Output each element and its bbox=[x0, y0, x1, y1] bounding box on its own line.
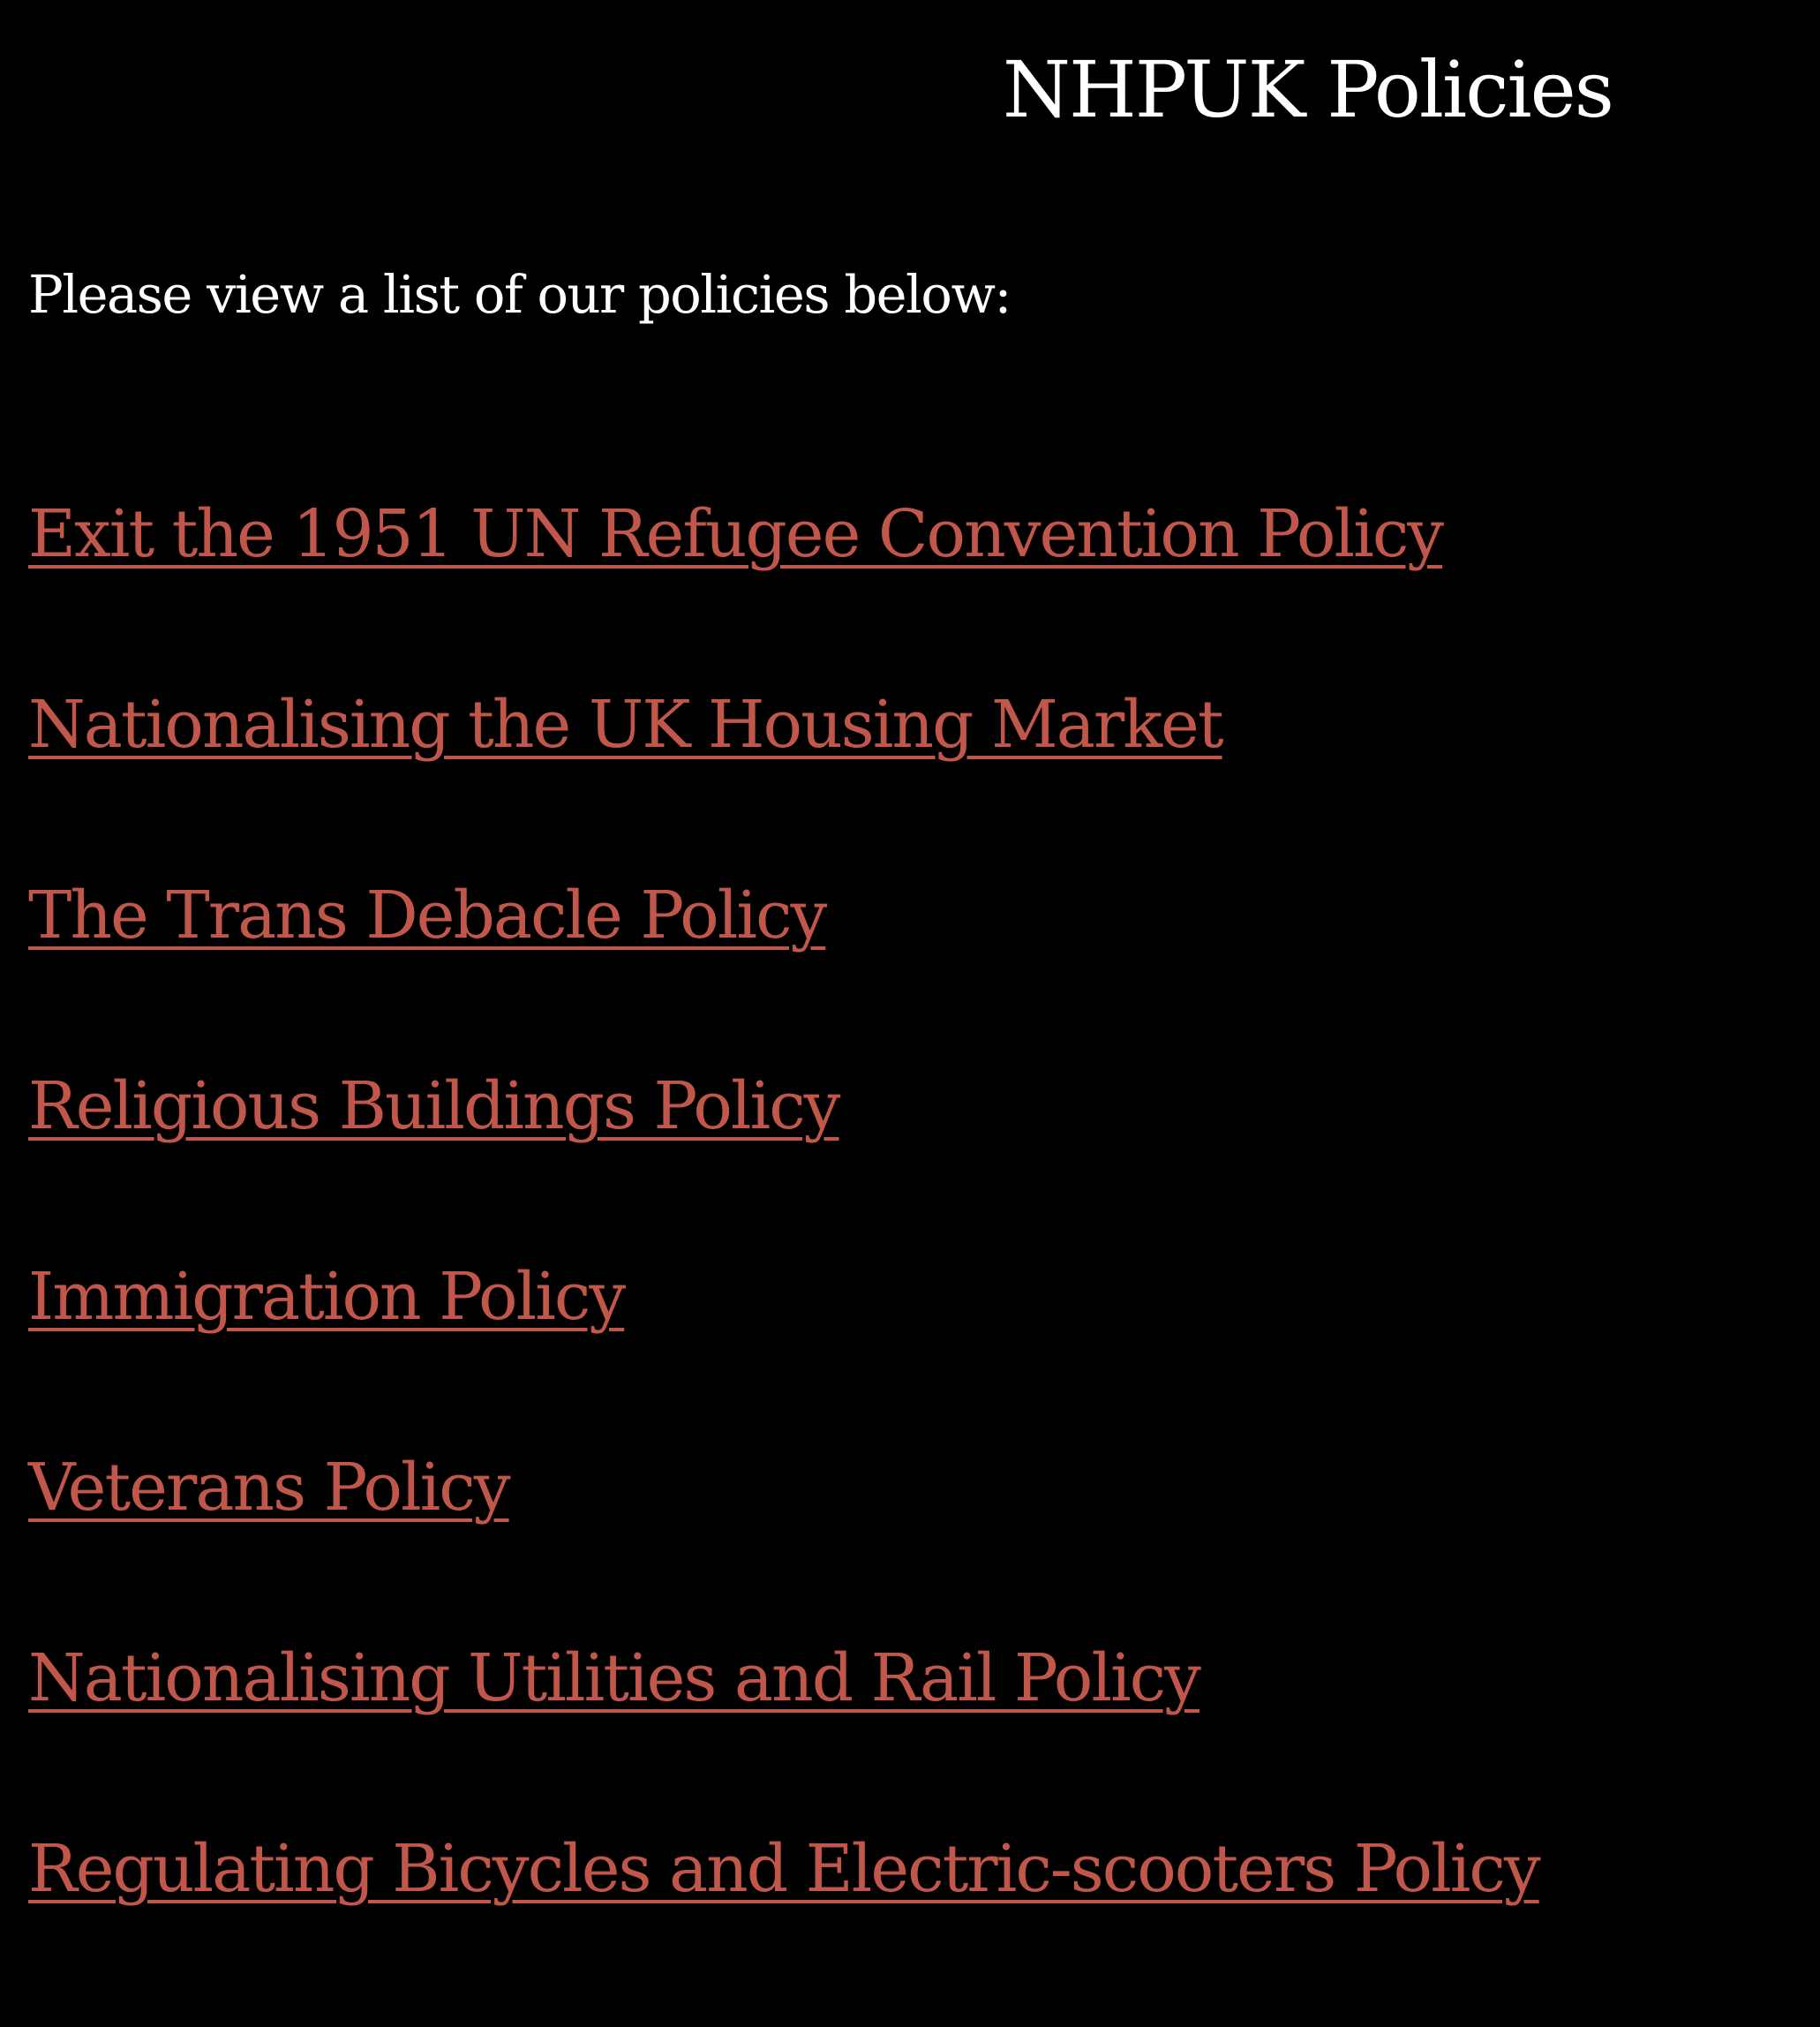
intro-text: Please view a list of our policies below: bbox=[28, 264, 1011, 325]
policy-link-utilities-rail[interactable]: Nationalising Utilities and Rail Policy bbox=[28, 1640, 1200, 1716]
list-item bbox=[28, 1259, 1539, 1455]
policy-link-housing-market[interactable]: Nationalising the UK Housing Market bbox=[28, 687, 1222, 763]
list-item bbox=[28, 687, 1539, 883]
list-item bbox=[28, 1640, 1539, 1836]
list-item bbox=[28, 496, 1539, 692]
policy-link-religious-buildings[interactable]: Religious Buildings Policy bbox=[28, 1068, 839, 1144]
policy-link-refugee-convention[interactable]: Exit the 1951 UN Refugee Convention Policy bbox=[28, 496, 1443, 572]
policy-link-bicycles-scooters[interactable]: Regulating Bicycles and Electric-scooters Policy bbox=[28, 1831, 1539, 1907]
policy-list bbox=[28, 496, 1539, 2027]
list-item bbox=[28, 1450, 1539, 1646]
policy-link-trans-debacle[interactable]: The Trans Debacle Policy bbox=[28, 878, 826, 953]
list-item bbox=[28, 1068, 1539, 1264]
list-item bbox=[28, 1831, 1539, 2027]
list-item bbox=[28, 878, 1539, 1074]
page-title: NHPUK Policies bbox=[1003, 44, 1613, 135]
policy-link-veterans[interactable]: Veterans Policy bbox=[28, 1450, 509, 1526]
policy-link-immigration[interactable]: Immigration Policy bbox=[28, 1259, 625, 1335]
